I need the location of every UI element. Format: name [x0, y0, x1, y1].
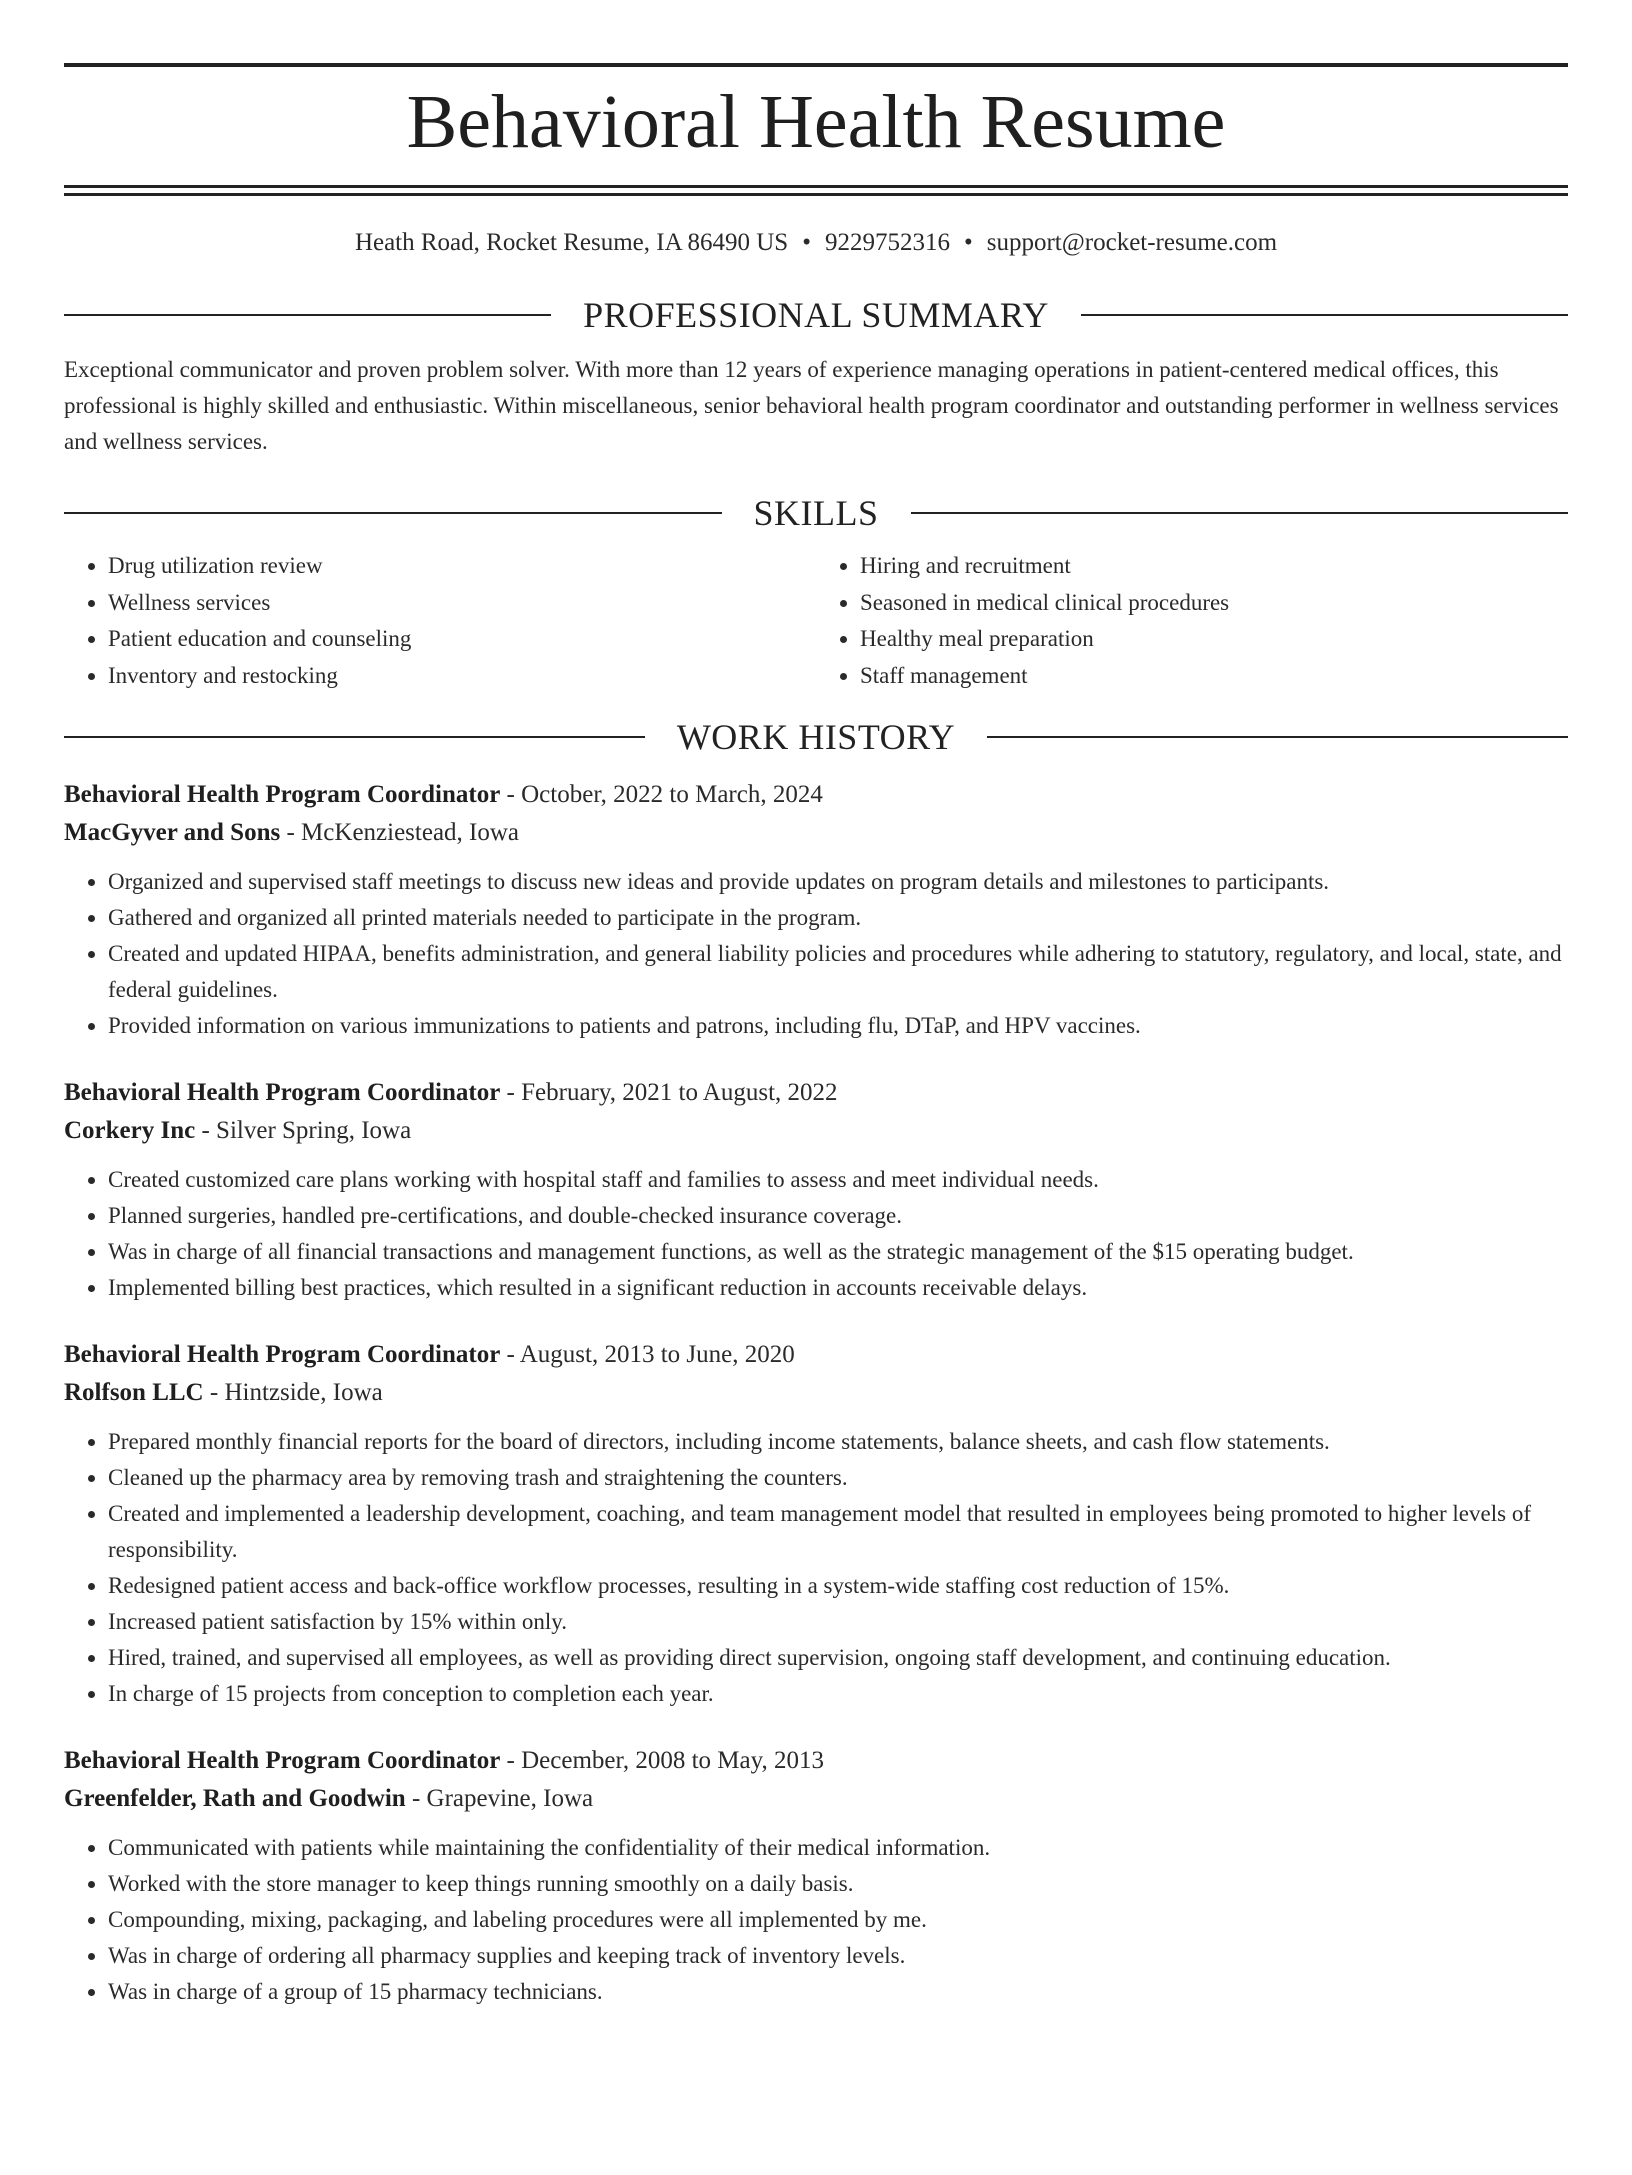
job-title: Behavioral Health Program Coordinator	[64, 1079, 501, 1106]
skill-item: • Patient education and counseling	[108, 621, 816, 658]
job-company: Corkery Inc	[64, 1117, 196, 1144]
job-bullets	[64, 1162, 1568, 1306]
contact-phone: 9229752316	[824, 229, 950, 256]
job-bullet: • Planned surgeries, handled pre-certifications, and double-checked insurance coverage.	[108, 1198, 1568, 1234]
job-company-line	[64, 814, 1568, 852]
job-dates: - October, 2022 to March, 2024	[500, 781, 823, 808]
job-entry	[64, 1742, 1568, 2010]
job-bullet: • Compounding, mixing, packaging, and labeling procedures were all implemented by me.	[108, 1902, 1568, 1938]
job-entry	[64, 776, 1568, 1044]
job-bullet: • Created and implemented a leadership development, coaching, and team management model that resulted in employees being promoted to higher levels of responsibility.	[108, 1496, 1568, 1568]
job-title: Behavioral Health Program Coordinator	[64, 1341, 501, 1368]
section-rule-left	[64, 314, 551, 316]
title-double-rule	[64, 185, 1568, 196]
skills-list	[64, 548, 1568, 694]
job-bullets	[64, 864, 1568, 1044]
section-header-work-history	[64, 712, 1568, 762]
section-rule-left	[64, 512, 722, 514]
skills-column-right	[816, 548, 1568, 694]
job-bullet: • Was in charge of ordering all pharmacy supplies and keeping track of inventory levels.	[108, 1938, 1568, 1974]
skill-item: • Drug utilization review	[108, 548, 816, 585]
section-title-work-history: WORK HISTORY	[676, 717, 956, 757]
skill-item: • Staff management	[860, 658, 1568, 695]
job-company: Greenfelder, Rath and Goodwin	[64, 1785, 406, 1812]
section-rule-left	[64, 736, 645, 738]
job-entry	[64, 1336, 1568, 1712]
job-bullet: • Redesigned patient access and back-office workflow processes, resulting in a system-wide staffing cost reduction of 15%.	[108, 1568, 1568, 1604]
job-bullet: • Was in charge of all financial transactions and management functions, as well as the strategic management of the $15 operating budget.	[108, 1234, 1568, 1270]
section-rule-right	[987, 736, 1568, 738]
job-company-line	[64, 1374, 1568, 1412]
job-bullet: • Cleaned up the pharmacy area by removing trash and straightening the counters.	[108, 1460, 1568, 1496]
job-bullets	[64, 1830, 1568, 2010]
contact-separator: •	[963, 229, 973, 256]
section-rule-right	[1081, 314, 1568, 316]
section-header-summary	[64, 290, 1568, 340]
section-title-summary: PROFESSIONAL SUMMARY	[583, 295, 1049, 335]
job-bullet: • In charge of 15 projects from conception to completion each year.	[108, 1676, 1568, 1712]
skill-item: • Wellness services	[108, 585, 816, 622]
section-title-skills: SKILLS	[753, 493, 879, 533]
job-title-line	[64, 1742, 1568, 1780]
contact-separator: •	[802, 229, 811, 256]
contact-email: support@rocket-resume.com	[986, 229, 1278, 256]
top-rule	[64, 63, 1568, 67]
job-location: - Grapevine, Iowa	[405, 1785, 594, 1812]
job-title: Behavioral Health Program Coordinator	[64, 1747, 501, 1774]
skills-column-left	[64, 548, 816, 694]
job-bullet: • Organized and supervised staff meetings to discuss new ideas and provide updates on program details and milestones to participants.	[108, 864, 1568, 900]
resume-page	[0, 63, 1632, 2175]
job-title-line	[64, 776, 1568, 814]
job-bullet: • Increased patient satisfaction by 15% within only.	[108, 1604, 1568, 1640]
job-dates: - August, 2013 to June, 2020	[500, 1341, 795, 1368]
job-bullet: • Created customized care plans working with hospital staff and families to assess and meet individual needs.	[108, 1162, 1568, 1198]
section-header-skills	[64, 488, 1568, 538]
job-entry	[64, 1074, 1568, 1306]
job-bullet: • Communicated with patients while maintaining the confidentiality of their medical information.	[108, 1830, 1568, 1866]
job-bullet: • Provided information on various immunizations to patients and patrons, including flu, DTaP, and HPV vaccines.	[108, 1008, 1568, 1044]
resume-title: Behavioral Health Resume	[406, 80, 1226, 164]
skill-item: • Seasoned in medical clinical procedures	[860, 585, 1568, 622]
job-location: - Silver Spring, Iowa	[195, 1117, 412, 1144]
job-bullet: • Created and updated HIPAA, benefits administration, and general liability policies and procedures while adhering to statutory, regulatory, and local, state, and federal guidelines.	[108, 936, 1568, 1008]
job-bullet: • Gathered and organized all printed materials needed to participate in the program.	[108, 900, 1568, 936]
job-bullet: • Implemented billing best practices, which resulted in a significant reduction in accounts receivable delays.	[108, 1270, 1568, 1306]
job-location: - McKenziestead, Iowa	[280, 819, 520, 846]
job-title-line	[64, 1336, 1568, 1374]
job-company-line	[64, 1780, 1568, 1818]
skill-item: • Hiring and recruitment	[860, 548, 1568, 585]
summary-text: Exceptional communicator and proven problem solver. With more than 12 years of experience managing operations in patient-centered medical offices, this professional is highly skilled and enthusiastic. Within miscellaneous, senior behavioral health program coordinator and outstanding performer in wellness services and wellness services.	[64, 357, 1559, 454]
job-bullet: • Prepared monthly financial reports for the board of directors, including income statements, balance sheets, and cash flow statements.	[108, 1424, 1568, 1460]
job-bullet: • Worked with the store manager to keep things running smoothly on a daily basis.	[108, 1866, 1568, 1902]
job-company-line	[64, 1112, 1568, 1150]
job-title: Behavioral Health Program Coordinator	[64, 781, 501, 808]
job-bullet: • Was in charge of a group of 15 pharmacy technicians.	[108, 1974, 1568, 2010]
job-bullet: • Hired, trained, and supervised all employees, as well as providing direct supervision, ongoing staff development, and continuing education.	[108, 1640, 1568, 1676]
section-rule-right	[911, 512, 1569, 514]
skill-item: • Healthy meal preparation	[860, 621, 1568, 658]
job-dates: - December, 2008 to May, 2013	[500, 1747, 824, 1774]
contact-line	[64, 228, 1568, 258]
job-company: MacGyver and Sons	[64, 819, 281, 846]
job-title-line	[64, 1074, 1568, 1112]
job-bullets	[64, 1424, 1568, 1712]
contact-address: Heath Road, Rocket Resume, IA 86490 US	[354, 229, 789, 256]
skill-item: • Inventory and restocking	[108, 658, 816, 695]
job-dates: - February, 2021 to August, 2022	[500, 1079, 838, 1106]
job-location: - Hintzside, Iowa	[203, 1379, 383, 1406]
job-company: Rolfson LLC	[64, 1379, 204, 1406]
